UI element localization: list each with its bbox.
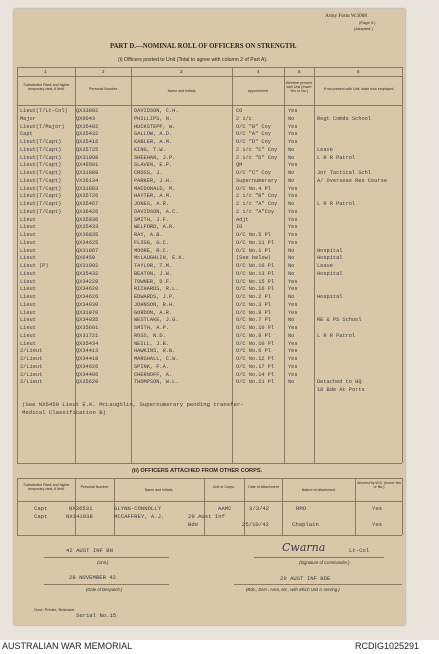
- officer-name: PARKER, J.H.: [134, 177, 173, 184]
- attached-header-allowed: Allowed by W.E. (Insert Yes or No.): [357, 481, 401, 490]
- officer-number: QX36426: [76, 208, 99, 215]
- despatch-rule: [44, 584, 169, 585]
- printer-credit: Govt. Printer, Brisbane: [34, 607, 75, 612]
- col-number: 5: [298, 69, 301, 74]
- officer-rank: Major: [20, 115, 36, 122]
- officer-present: Yes: [288, 108, 298, 114]
- officer-number: QX35836: [76, 216, 99, 223]
- attached-header-nature: Nature of attachment.: [301, 488, 337, 492]
- attached-header-corps: Unit or Corps.: [212, 485, 236, 489]
- officer-row: [14, 364, 405, 372]
- officer-row: [14, 294, 405, 302]
- attached-number: NX36531: [69, 505, 93, 512]
- officer-present: Yes: [288, 325, 298, 331]
- col-header-how-employed: If not present with Unit, state how employed.: [323, 87, 395, 91]
- signature-label: (Signature of Commander.): [299, 560, 350, 565]
- officer-name: DAVIDSON, C.H.: [134, 108, 179, 114]
- officer-row: [14, 279, 405, 287]
- officer-present: Yes: [288, 208, 298, 215]
- officer-appt: 2 i/c "C" Coy: [236, 146, 278, 153]
- serial-number: Serial No.15: [76, 612, 117, 619]
- officer-rank: Lieut: [20, 232, 36, 238]
- officer-row: [14, 379, 405, 387]
- officer-present: No: [288, 255, 295, 262]
- officer-appt: 2 i/c: [236, 115, 252, 122]
- officer-row: [14, 178, 405, 186]
- officer-name: HAYTER, A.M.: [134, 193, 173, 200]
- attached-header-name: Name and Initials.: [144, 488, 174, 492]
- officer-number: QX31902: [76, 263, 99, 269]
- attached-corps: AAMC: [218, 505, 232, 512]
- officer-row: [14, 302, 405, 310]
- officer-present: Yes: [288, 286, 298, 293]
- officer-present: No: [288, 201, 295, 207]
- officer-present: No: [288, 332, 295, 339]
- officer-name: ROSS, N.D.: [134, 332, 166, 339]
- officer-present: Yes: [288, 309, 298, 316]
- officer-name: TOWNER, D.F.: [134, 278, 173, 285]
- officer-appt: 2 i/c "A" Coy: [236, 201, 278, 207]
- officer-appt: O/C "C" Coy: [236, 170, 271, 176]
- officer-number: QX6043: [76, 115, 96, 122]
- supernumerary-remark-2: Medical Classification B): [22, 409, 106, 416]
- section-ii-title: (ii) OFFICERS ATTACHED FROM OTHER CORPS.: [132, 468, 263, 474]
- bde-value: 29 AUST INF BDE: [280, 575, 331, 582]
- officer-row: [14, 263, 405, 271]
- officer-row: [14, 317, 405, 325]
- attached-allowed: Yes: [372, 505, 383, 512]
- officer-row: [14, 387, 405, 395]
- officer-name: JOHNSON, R.H.: [134, 301, 176, 308]
- officer-name: SHEEHAN, J.P.: [134, 154, 176, 161]
- officer-present: Yes: [288, 185, 298, 192]
- officer-row: [14, 341, 405, 349]
- officer-number: QX35725: [76, 146, 99, 153]
- officer-appt: O/C No.11 Pl: [236, 239, 275, 246]
- officer-appt: O/C No.2 Pl: [236, 294, 271, 300]
- officer-number: QX31883: [76, 185, 99, 192]
- officer-note: A/ Overseas Res Course: [317, 177, 387, 184]
- officer-note: L R R Patrol: [317, 332, 356, 339]
- officer-appt: IO: [236, 224, 243, 231]
- officer-appt: O/C No.9 Pl: [236, 309, 271, 316]
- officer-note: L R R Patrol: [317, 154, 356, 161]
- officer-row: [14, 348, 405, 356]
- col-border: [402, 478, 403, 535]
- army-form-number: Army Form W.3008: [325, 13, 367, 19]
- officer-number: QX34620: [76, 286, 99, 293]
- officer-row: [14, 356, 405, 364]
- officer-present: Yes: [288, 371, 298, 378]
- officer-rank: Lieut(T/Lt-Col): [20, 108, 68, 114]
- officer-rank: Lieut (P): [20, 263, 49, 269]
- officer-rank: Lieut: [20, 239, 36, 246]
- officer-name: McLAUGHLIN, E.K.: [134, 255, 185, 262]
- officer-appt: O/C No.6 Pl: [236, 348, 271, 355]
- officer-rank: Lieut(T/Capt): [20, 146, 62, 153]
- col-header-rank: Substantive Rank and higher temporary rank, if held.: [23, 83, 70, 92]
- officer-rank: Lieut(T/Capt): [20, 162, 62, 169]
- officer-number: QX35402: [76, 123, 99, 130]
- officer-number: QX35432: [76, 131, 99, 138]
- officer-row: [14, 271, 405, 279]
- officer-present: Yes: [288, 301, 298, 308]
- officer-appt: O/C "D" Coy: [236, 139, 271, 145]
- officer-note: Hospital: [317, 270, 343, 277]
- officer-appt: O/C No.10 Pl: [236, 325, 275, 331]
- officer-appt: Supernumerary: [236, 177, 278, 184]
- officer-name: WELFORD, A.R.: [134, 224, 176, 231]
- officer-present: Yes: [288, 224, 298, 231]
- officer-name: KABLER, A.M.: [134, 139, 173, 145]
- officer-rank: Lieut: [20, 255, 36, 262]
- officer-number: QX6459: [76, 255, 96, 262]
- officer-number: QX36835: [76, 232, 99, 238]
- officer-present: Yes: [288, 162, 298, 169]
- officer-row: [14, 170, 405, 178]
- officer-present: Yes: [288, 123, 298, 130]
- officer-name: FLIGG, G.C.: [134, 239, 169, 246]
- officer-number: QX34030: [76, 301, 99, 308]
- officer-rank: Lieut: [20, 317, 36, 324]
- section-i-title: (i) Officers posted to Unit (Total to agree with column 2 of Part A).: [118, 57, 268, 63]
- officer-row: [14, 248, 405, 256]
- officer-number: QX34625: [76, 239, 99, 246]
- officer-rank: Lieut: [20, 325, 36, 331]
- officer-number: QX35620: [76, 379, 99, 386]
- officer-row: [14, 147, 405, 155]
- officer-name: GALLOW, A.D.: [134, 131, 173, 138]
- officer-number: QX34626: [76, 363, 99, 370]
- officer-row: [14, 201, 405, 209]
- officer-present: Yes: [288, 356, 298, 362]
- despatch-label: (Date of Despatch.): [86, 587, 123, 592]
- officer-appt: O/C No.16 Pl: [236, 263, 275, 269]
- col-header-name: Name and Initials.: [167, 89, 197, 93]
- signature-rank: Lt-Col: [349, 547, 370, 554]
- officer-number: QX31908: [76, 154, 99, 161]
- officer-number: QX31967: [76, 247, 99, 254]
- bde-rule: [234, 584, 402, 585]
- officer-rank: Lieut: [20, 332, 36, 339]
- attached-header-number: Personal Number.: [80, 485, 110, 489]
- despatch-value: 28 NOVEMBER 42: [69, 574, 116, 581]
- officer-name: NEILL, J.B.: [134, 340, 169, 347]
- commander-signature: Cwarna: [282, 541, 326, 554]
- officer-present: No: [288, 146, 295, 153]
- officer-note: Hospital: [317, 255, 343, 262]
- officer-row: [14, 139, 405, 147]
- officer-present: Yes: [288, 216, 298, 223]
- unit-value: 42 AUST INF BN: [66, 547, 113, 554]
- officer-row: [14, 108, 405, 116]
- officer-number: QX35432: [76, 270, 99, 277]
- col-border: [355, 478, 356, 535]
- officer-note: Leave: [317, 263, 333, 269]
- officer-present: Yes: [288, 139, 298, 145]
- attached-nature: RMO: [296, 505, 307, 512]
- signature-rule: [254, 557, 384, 558]
- officer-note: Hospital: [317, 294, 343, 300]
- officer-name: MARSHALL, C.W.: [134, 356, 179, 362]
- officer-present: Yes: [288, 348, 298, 355]
- officer-number: QX35601: [76, 325, 99, 331]
- officer-rank: Lieut(T/Capt): [20, 154, 62, 161]
- officer-row: [14, 162, 405, 170]
- officer-present: No: [288, 263, 295, 269]
- officer-present: No: [288, 170, 295, 176]
- officer-present: Yes: [288, 278, 298, 285]
- officer-rank: Lieut: [20, 247, 36, 254]
- officer-name: CROSS, J.: [134, 170, 163, 176]
- officer-row: [14, 186, 405, 194]
- officer-number: QX34228: [76, 278, 99, 285]
- officer-name: GORDON, A.R.: [134, 309, 173, 316]
- officer-appt: O/C No.16 Pl: [236, 286, 275, 293]
- col-number: 3: [180, 69, 183, 74]
- officer-appt: O/C No.4 Pl: [236, 185, 271, 192]
- col-border: [17, 478, 18, 535]
- officer-present: No: [288, 270, 295, 277]
- officer-appt: O/C No.13 Pl: [236, 270, 275, 277]
- officer-number: QX31889: [76, 170, 99, 176]
- officer-rank: Lieut: [20, 309, 36, 316]
- officer-row: [14, 310, 405, 318]
- table-bottom-rule: [17, 463, 402, 464]
- col-header-present: Whether present with Unit (Insert Yes or No.): [285, 81, 313, 94]
- officer-name: HUCKSTEPP, W.: [134, 123, 176, 130]
- col-border: [282, 478, 283, 535]
- officer-name: CHERNOFF, A.: [134, 371, 173, 378]
- attached-nature: Chaplain: [292, 521, 319, 528]
- officer-present: Yes: [288, 131, 298, 138]
- col-number: 1: [44, 69, 47, 74]
- officer-present: No: [288, 177, 295, 184]
- col-number: 6: [357, 69, 360, 74]
- officer-present: No: [288, 379, 295, 386]
- officer-note: L R R Patrol: [317, 201, 356, 207]
- officer-rank: Lieut: [20, 301, 36, 308]
- officer-rank: 2/Lieut: [20, 356, 43, 362]
- officer-name: MACDONALD, M.: [134, 185, 176, 192]
- attached-name: GLYNN-CONNOLLY: [114, 505, 161, 512]
- officer-row: [14, 325, 405, 333]
- officer-note: Leave: [317, 146, 333, 153]
- officer-name: WESTLAKE, J.G.: [134, 317, 179, 324]
- col-number: 4: [257, 69, 260, 74]
- officer-rank: Lieut: [20, 224, 36, 231]
- officer-row: [14, 193, 405, 201]
- officer-present: Yes: [288, 340, 298, 347]
- officer-name: SLAVEN, E.P.: [134, 162, 173, 169]
- attached-name: MCCAFFREY, A.J.: [114, 513, 165, 520]
- officer-number: QX34035: [76, 317, 99, 324]
- officer-rank: 2/Lieut: [20, 371, 43, 378]
- officer-rank: Lieut(T/Major): [20, 123, 65, 130]
- officer-name: MOORE, R.C.: [134, 247, 169, 254]
- officer-note: Regt Comds School: [317, 115, 372, 122]
- officer-number: QX31970: [76, 309, 99, 316]
- attached-date: 25/10/42: [242, 521, 269, 528]
- officer-note: RE & PS School: [317, 317, 362, 324]
- officer-row: [14, 232, 405, 240]
- officer-present: No: [288, 294, 295, 300]
- page-number: (Page 3.): [359, 20, 376, 25]
- officer-number: QX34406: [76, 371, 99, 378]
- officer-name: SMITH, J.F.: [134, 216, 169, 223]
- officer-number: QX31721: [76, 332, 99, 339]
- officer-note: 18 Bde At Ports: [317, 387, 365, 393]
- attached-rank: Capt: [34, 505, 48, 512]
- officer-number: QX35467: [76, 201, 99, 207]
- officer-appt: Adjt: [236, 216, 249, 223]
- officer-note: Jnr Tactical Schl: [317, 170, 372, 176]
- officer-present: Yes: [288, 239, 298, 246]
- attached-rank: Capt: [34, 513, 48, 520]
- officer-note: Hospital: [317, 247, 343, 254]
- unit-label: (Unit.): [97, 560, 109, 565]
- bde-label: (Bde., Divn., Area, etc., with which Unit is serving.): [246, 587, 340, 592]
- adapted-label: (Adapted.): [354, 26, 373, 31]
- officer-row: [14, 217, 405, 225]
- officer-number: QX33882: [76, 108, 99, 114]
- officer-name: KING, T.W.: [134, 146, 166, 153]
- officer-appt: O/C No.15 Pl: [236, 278, 275, 285]
- attached-allowed: Yes: [372, 521, 383, 528]
- officer-appt: O/C No.8 Pl: [236, 332, 271, 339]
- officer-row: [14, 209, 405, 217]
- officer-name: SPINK, F.A.: [134, 363, 169, 370]
- officer-row: [14, 224, 405, 232]
- col-header-number: Personal Number.: [89, 87, 118, 91]
- officer-number: QX35726: [76, 193, 99, 200]
- officer-name: RICHARDS, R.L.: [134, 286, 179, 293]
- officer-appt: 2 i/c "B" Coy: [236, 193, 278, 200]
- officer-row: [14, 333, 405, 341]
- attached-corps: 29 Aust Inf Bde: [188, 513, 225, 528]
- officer-appt: O/C No.1 Pl: [236, 247, 271, 254]
- attached-date: 3/3/42: [249, 505, 270, 512]
- officer-name: HAWKINS, R.B.: [134, 348, 176, 355]
- officer-present: No: [288, 317, 295, 324]
- officer-rank: Capt: [20, 131, 33, 138]
- unit-rule: [44, 557, 169, 558]
- officer-appt: O/C No.10 Pl: [236, 340, 275, 347]
- officer-row: [14, 124, 405, 132]
- officer-rank: Lieut(T/Capt): [20, 201, 62, 207]
- officer-rank: Lieut(T/Capt): [20, 177, 62, 184]
- officer-number: QX34418: [76, 356, 99, 362]
- officer-name: TAYLOR, T.M.: [134, 263, 173, 269]
- attached-number: NX141938: [66, 513, 93, 520]
- officer-rank: Lieut(T/Capt): [20, 185, 62, 192]
- officer-present: Yes: [288, 232, 298, 238]
- officer-rank: Lieut: [20, 278, 36, 285]
- officer-rank: 2/Lieut: [20, 379, 43, 386]
- officer-name: JONES, A.R.: [134, 201, 169, 207]
- officer-name: RAY, A.B.: [134, 232, 163, 238]
- officer-appt: O/C "B" Coy: [236, 123, 271, 130]
- document-page: [14, 9, 405, 625]
- officer-row: [14, 255, 405, 263]
- officer-row: [14, 131, 405, 139]
- officer-rank: 2/Lieut: [20, 348, 43, 355]
- archive-reference: RCDIG1025291: [355, 641, 420, 651]
- officer-appt: O/C No.12 Pl: [236, 356, 275, 362]
- officer-appt: O/C No.17 Pl: [236, 363, 275, 370]
- attached-header-date: Date of Attachment: [248, 485, 279, 489]
- officer-name: BEATON, J.W.: [134, 270, 173, 277]
- officer-number: QX34626: [76, 294, 99, 300]
- officer-row: [14, 240, 405, 248]
- officer-row: [14, 155, 405, 163]
- officer-rank: Lieut(T/Capt): [20, 193, 62, 200]
- officer-appt: 2 i/c "A"Coy: [236, 208, 275, 215]
- officer-rank: 2/Lieut: [20, 363, 43, 370]
- col-header-appointment: Appointment: [247, 89, 269, 93]
- officer-rank: Lieut: [20, 294, 36, 300]
- officer-name: DAVIDSON, A.C.: [134, 208, 179, 215]
- officer-present: No: [288, 115, 295, 122]
- attached-header-rank: Substantive Rank and higher temporary rank, if held.: [23, 483, 70, 492]
- officer-appt: O/C "A" Coy: [236, 131, 271, 138]
- officer-row: [14, 372, 405, 380]
- officer-rank: Lieut(T/Capt): [20, 139, 62, 145]
- officer-note: Detached to HQ: [317, 379, 362, 386]
- officer-appt: QM: [236, 162, 243, 169]
- officer-rank: Lieut: [20, 216, 36, 223]
- officer-appt: (See below): [236, 255, 271, 262]
- supernumerary-remark: (See NX6459 Lieut E.K. McLaughlin, Supernumerary pending transfer-: [22, 401, 244, 408]
- officer-row: [14, 286, 405, 294]
- officer-present: Yes: [288, 363, 298, 370]
- officer-name: THOMPSON, W.L.: [134, 379, 179, 386]
- officer-name: PHILLIPS, N.: [134, 115, 173, 122]
- officer-appt: O/C No.7 Pl: [236, 317, 271, 324]
- col-number: 2: [102, 69, 105, 74]
- officer-appt: O/C No.14 Pl: [236, 371, 275, 378]
- officer-appt: O/C No.21 Pl: [236, 379, 275, 386]
- officer-number: QX46501: [76, 162, 99, 169]
- officer-present: No: [288, 154, 295, 161]
- officer-rank: Lieut: [20, 270, 36, 277]
- officer-number: QX35434: [76, 340, 99, 347]
- officer-present: Yes: [288, 193, 298, 200]
- officer-name: EDWARDS, J.P.: [134, 294, 176, 300]
- officer-number: QX34413: [76, 348, 99, 355]
- officer-appt: O/C No.3 Pl: [236, 301, 271, 308]
- officer-rank: Lieut(T/Capt): [20, 170, 62, 176]
- officer-appt: 2 i/c "D" Coy: [236, 154, 278, 161]
- officer-rank: Lieut: [20, 286, 36, 293]
- officer-number: VX36134: [76, 177, 99, 184]
- officer-row: [14, 116, 405, 124]
- officer-name: SMITH, A.P.: [134, 325, 169, 331]
- officer-number: QX35416: [76, 139, 99, 145]
- archive-name: AUSTRALIAN WAR MEMORIAL: [2, 641, 133, 651]
- officer-rank: Lieut: [20, 340, 36, 347]
- attached-bottom-rule: [17, 535, 402, 536]
- officer-appt: O/C No.5 Pl: [236, 232, 271, 238]
- officer-present: No: [288, 247, 295, 254]
- officer-number: QX35433: [76, 224, 99, 231]
- officer-rank: Lieut(T/Capt): [20, 208, 62, 215]
- officer-appt: CO: [236, 108, 243, 114]
- part-title: PART D.—NOMINAL ROLL OF OFFICERS ON STRENGTH.: [110, 43, 297, 50]
- archive-footer: [0, 640, 439, 654]
